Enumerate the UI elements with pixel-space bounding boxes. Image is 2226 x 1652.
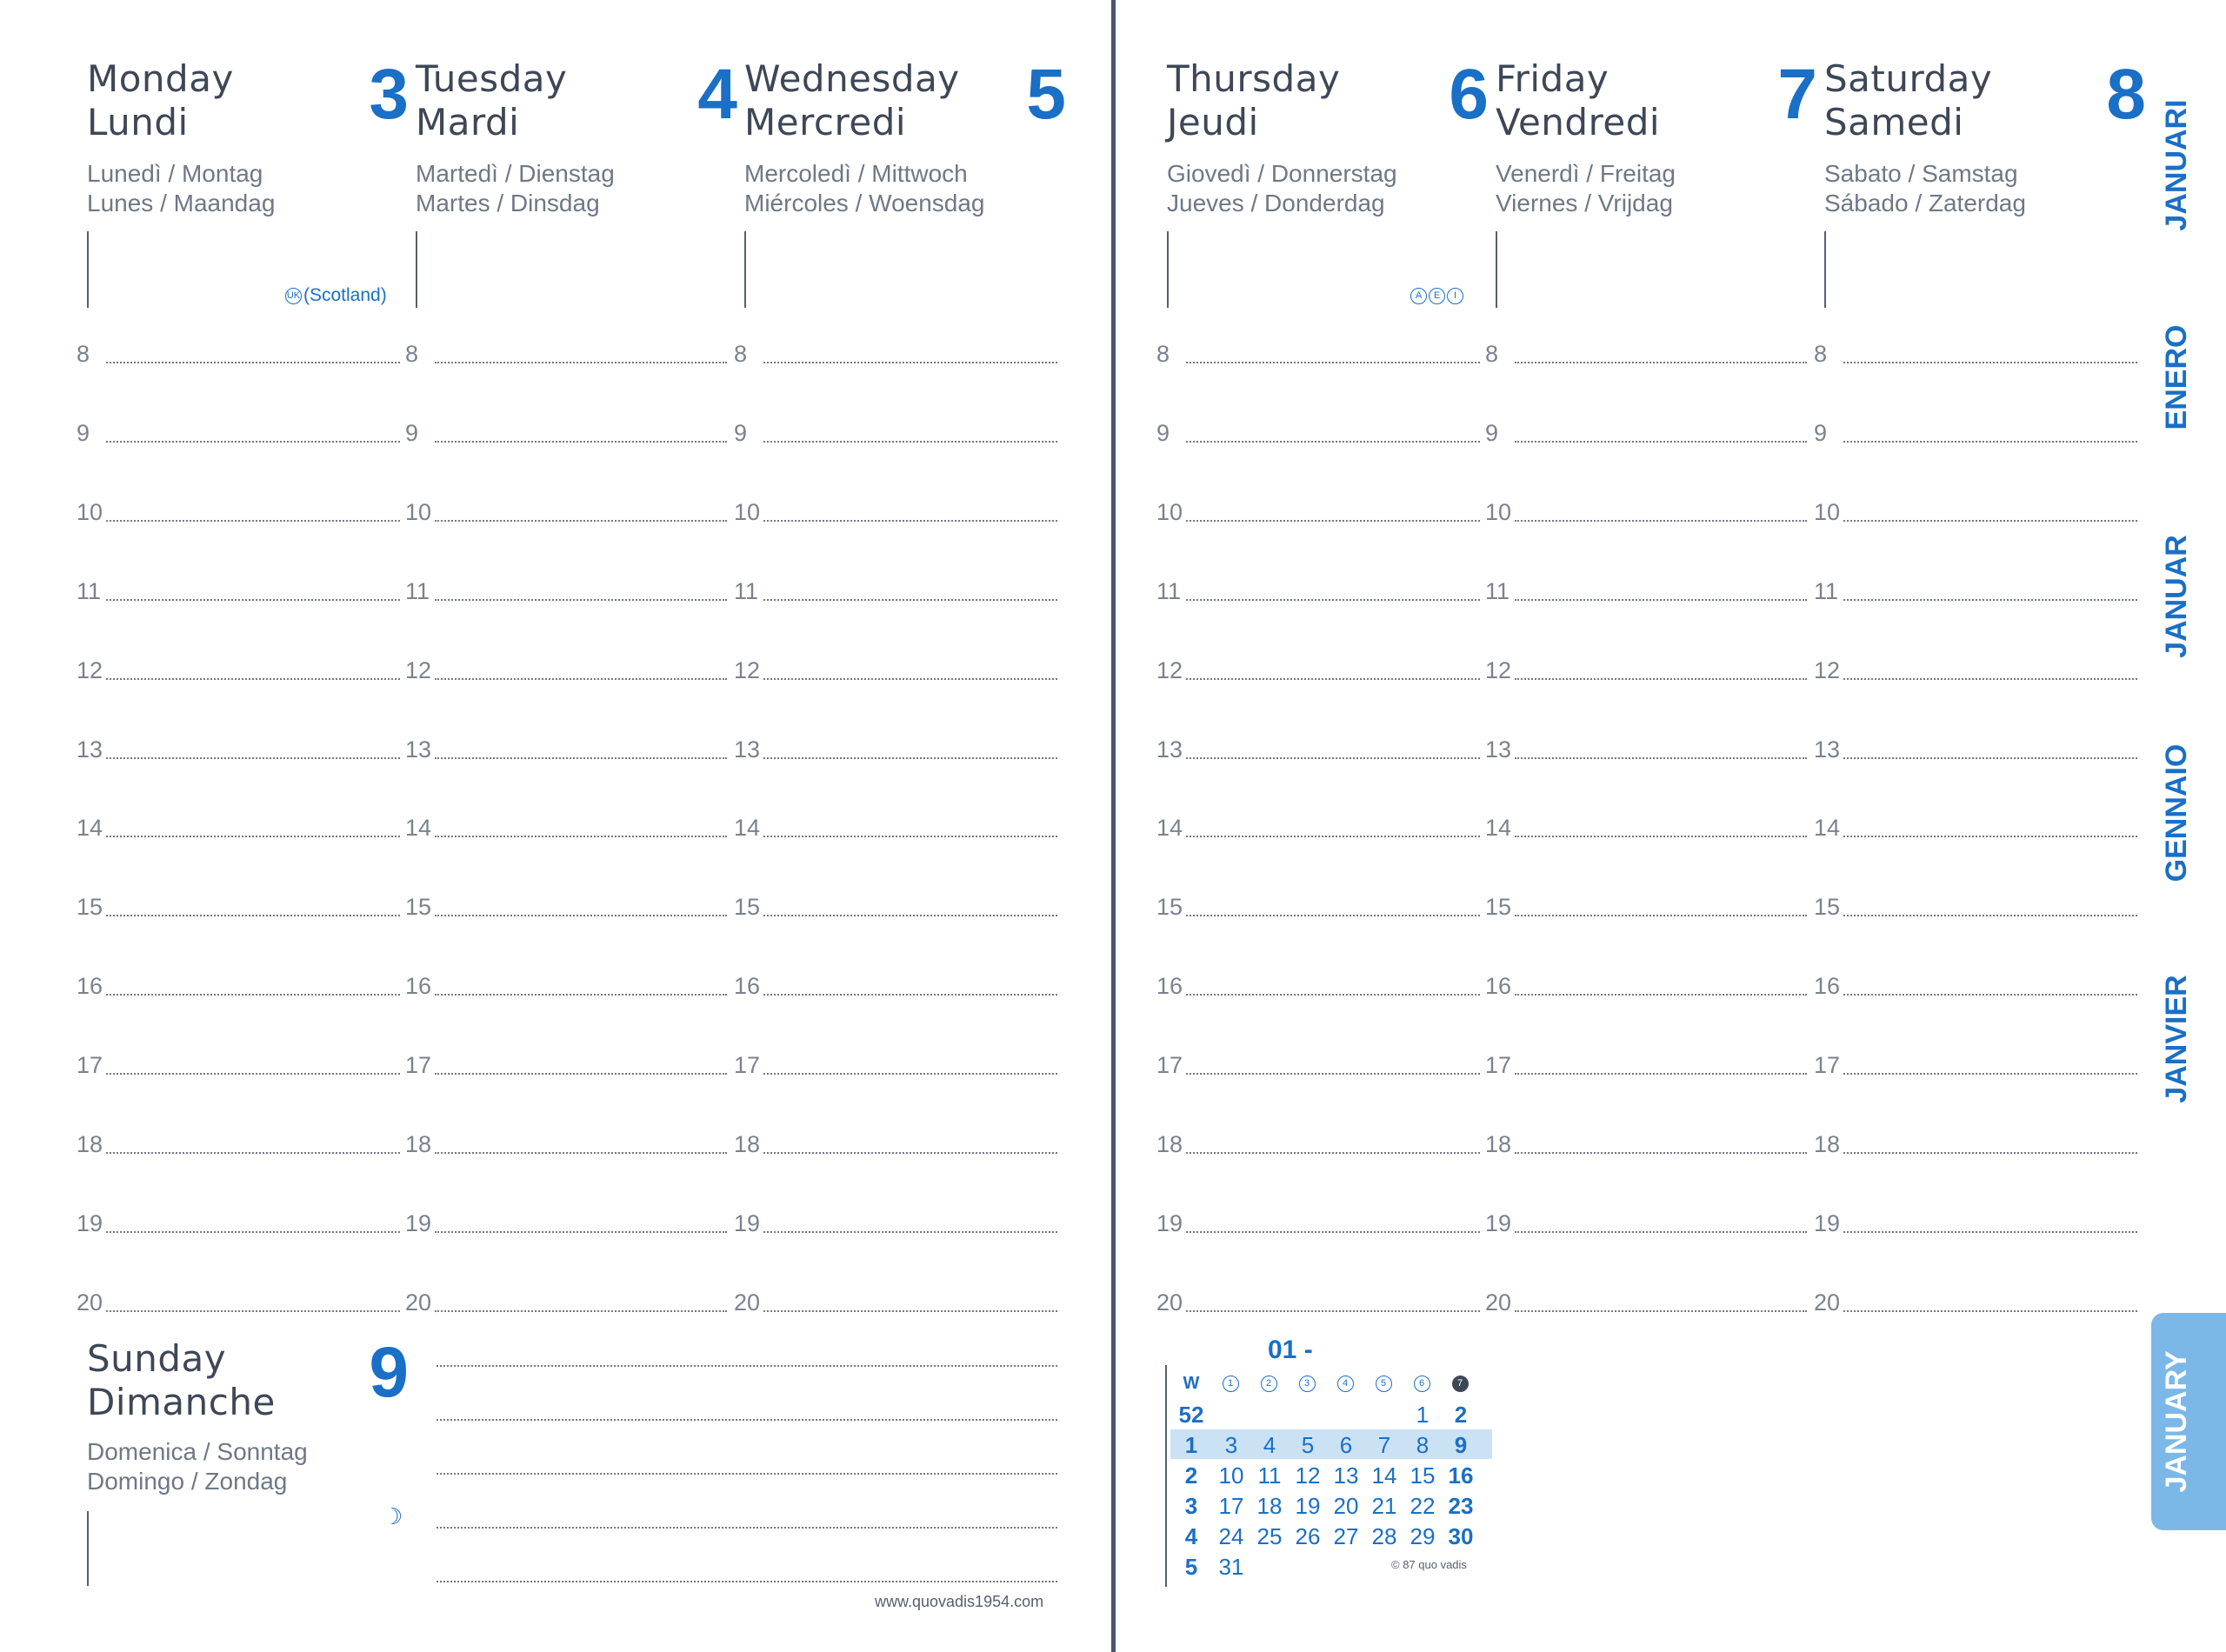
- hour-label: 14: [1156, 815, 1183, 842]
- hour-line[interactable]: [763, 599, 1057, 601]
- hour-line[interactable]: [1186, 1073, 1480, 1075]
- weekday-circle: 3: [1299, 1376, 1316, 1392]
- hour-line[interactable]: [106, 362, 400, 363]
- day-number: 7: [1777, 55, 1817, 134]
- hour-label: 9: [1156, 419, 1170, 446]
- day-name-es-nl: Domingo / Zondag: [87, 1468, 288, 1495]
- hour-line[interactable]: [1186, 520, 1480, 522]
- hour-line[interactable]: [763, 678, 1057, 680]
- month-tab-januar[interactable]: JANUAR: [2160, 535, 2193, 658]
- hour-line[interactable]: [1843, 1310, 2137, 1312]
- month-tab-enero[interactable]: ENERO: [2160, 324, 2193, 430]
- hour-line[interactable]: [1843, 1231, 2137, 1233]
- hour-line[interactable]: [106, 915, 400, 916]
- hour-label: 8: [734, 341, 748, 367]
- hour-line[interactable]: [435, 1152, 727, 1154]
- hour-line[interactable]: [1843, 915, 2137, 916]
- hour-label: 8: [1814, 341, 1828, 367]
- hour-line[interactable]: [1515, 915, 1807, 916]
- country-badge: E: [1429, 288, 1445, 304]
- hour-label: 10: [1485, 498, 1512, 525]
- day-name-fr: Mardi: [416, 101, 520, 143]
- hour-line[interactable]: [435, 836, 727, 837]
- day-name-en: Sunday: [87, 1337, 227, 1380]
- hour-line[interactable]: [763, 1152, 1057, 1154]
- mini-calendar-day[interactable]: 8: [1416, 1432, 1430, 1458]
- mini-calendar-day[interactable]: 1: [1416, 1402, 1430, 1428]
- hour-label: 19: [1156, 1209, 1183, 1236]
- hour-label: 13: [1156, 736, 1183, 763]
- day-name-fr: Lundi: [87, 101, 189, 143]
- hour-label: 17: [1156, 1052, 1183, 1079]
- hour-label: 19: [77, 1209, 103, 1236]
- mini-calendar-day[interactable]: 3: [1224, 1432, 1238, 1458]
- hour-label: 13: [77, 736, 103, 763]
- hour-label: 11: [77, 577, 102, 604]
- hour-label: 11: [1156, 577, 1182, 604]
- note-line[interactable]: [437, 1419, 1057, 1421]
- hour-label: 18: [405, 1131, 432, 1157]
- hour-label: 20: [405, 1289, 432, 1316]
- day-divider: [87, 1511, 89, 1586]
- hour-label: 8: [405, 341, 419, 367]
- day-divider: [1167, 231, 1169, 308]
- hour-label: 15: [405, 894, 432, 921]
- mini-calendar-day[interactable]: 9: [1454, 1432, 1468, 1458]
- hour-label: 12: [1485, 656, 1512, 683]
- day-name-en: Tuesday: [416, 57, 568, 100]
- day-name-es-nl: Miércoles / Woensdag: [744, 190, 985, 216]
- mini-calendar-header: [1174, 1369, 1496, 1399]
- hour-line[interactable]: [435, 520, 727, 522]
- mini-calendar-day[interactable]: 2: [1454, 1402, 1468, 1428]
- hour-label: 12: [405, 656, 432, 683]
- hour-line[interactable]: [1186, 599, 1480, 601]
- month-tab-janvier[interactable]: JANVIER: [2160, 975, 2193, 1103]
- day-divider: [1496, 231, 1497, 308]
- hour-label: 13: [1485, 736, 1512, 763]
- mini-calendar-day[interactable]: 17: [1218, 1493, 1244, 1519]
- hour-line[interactable]: [1186, 441, 1480, 443]
- mini-calendar-day[interactable]: 20: [1333, 1493, 1359, 1519]
- mini-calendar-day[interactable]: 25: [1256, 1523, 1283, 1549]
- day-name-it-de: Mercoledì / Mittwoch: [744, 160, 968, 187]
- hour-line[interactable]: [1843, 520, 2137, 522]
- hour-line[interactable]: [1515, 1231, 1807, 1233]
- mini-calendar-day[interactable]: 10: [1218, 1462, 1244, 1489]
- holiday-badges: [1410, 285, 1465, 306]
- hour-line[interactable]: [106, 599, 400, 601]
- day-name-en: Friday: [1496, 57, 1610, 100]
- hour-label: 16: [734, 973, 761, 1000]
- mini-calendar-day[interactable]: 15: [1410, 1462, 1436, 1489]
- hour-line[interactable]: [435, 362, 727, 363]
- mini-calendar-day[interactable]: 18: [1256, 1493, 1283, 1519]
- mini-calendar-day[interactable]: 11: [1257, 1462, 1282, 1489]
- hour-line[interactable]: [1843, 994, 2137, 996]
- hour-line[interactable]: [763, 915, 1057, 916]
- day-name-it-de: Giovedì / Donnerstag: [1167, 160, 1397, 187]
- hour-line[interactable]: [1515, 1073, 1807, 1075]
- hour-label: 14: [734, 815, 761, 842]
- hour-label: 15: [734, 894, 761, 921]
- month-tab-gennaio[interactable]: GENNAIO: [2160, 743, 2193, 883]
- hour-label: 13: [734, 736, 761, 763]
- hour-label: 19: [405, 1209, 432, 1236]
- book-spine: [1111, 0, 1116, 1652]
- hour-label: 10: [77, 498, 103, 525]
- hour-label: 18: [1485, 1131, 1512, 1157]
- hour-label: 8: [1485, 341, 1499, 367]
- hour-label: 16: [1814, 973, 1841, 1000]
- hour-line[interactable]: [1515, 678, 1807, 680]
- weekday-marker: [1250, 1369, 1289, 1399]
- hour-line[interactable]: [1515, 994, 1807, 996]
- mini-calendar-day[interactable]: 7: [1377, 1432, 1391, 1458]
- weekday-marker: [1442, 1369, 1480, 1399]
- hour-label: 12: [1156, 656, 1183, 683]
- hour-line[interactable]: [763, 362, 1057, 363]
- weekday-circle: 4: [1337, 1376, 1354, 1392]
- hour-line[interactable]: [1515, 836, 1807, 837]
- mini-calendar-week-row: [1174, 1461, 1496, 1491]
- day-name-en: Thursday: [1167, 57, 1341, 100]
- week-column-label: W: [1183, 1374, 1200, 1393]
- hour-line[interactable]: [1186, 915, 1480, 916]
- country-badge: I: [1447, 288, 1463, 304]
- hour-label: 15: [1156, 894, 1183, 921]
- hour-label: 15: [1814, 894, 1841, 921]
- mini-calendar-week-row: [1174, 1400, 1496, 1430]
- day-name-es-nl: Viernes / Vrijdag: [1496, 190, 1673, 216]
- hour-line[interactable]: [435, 1073, 727, 1075]
- hour-line[interactable]: [1843, 362, 2137, 363]
- day-name-it-de: Venerdì / Freitag: [1496, 160, 1676, 187]
- hour-line[interactable]: [763, 994, 1057, 996]
- mini-calendar-divider: [1165, 1365, 1167, 1587]
- hour-line[interactable]: [106, 836, 400, 837]
- day-divider: [1824, 231, 1826, 308]
- hour-line[interactable]: [435, 1310, 727, 1312]
- day-number: 6: [1449, 55, 1489, 134]
- hour-line[interactable]: [106, 757, 400, 759]
- week-number: 2: [1184, 1462, 1198, 1489]
- hour-line[interactable]: [1515, 757, 1807, 759]
- hour-label: 20: [1485, 1289, 1512, 1316]
- hour-line[interactable]: [106, 1310, 400, 1312]
- day-number: 9: [369, 1333, 409, 1412]
- hour-label: 19: [1814, 1209, 1841, 1236]
- hour-label: 14: [405, 815, 432, 842]
- day-name-fr: Samedi: [1824, 101, 1964, 143]
- week-number: 4: [1184, 1523, 1198, 1549]
- hour-line[interactable]: [435, 441, 727, 443]
- hour-line[interactable]: [106, 994, 400, 996]
- mini-calendar-day[interactable]: 12: [1295, 1462, 1321, 1489]
- day-name-en: Wednesday: [744, 57, 960, 100]
- hour-label: 9: [1485, 419, 1499, 446]
- weekday-circle: 5: [1376, 1376, 1392, 1392]
- hour-label: 20: [1814, 1289, 1841, 1316]
- mini-calendar-day[interactable]: 26: [1295, 1523, 1321, 1549]
- hour-line[interactable]: [106, 1073, 400, 1075]
- hour-label: 14: [1485, 815, 1512, 842]
- mini-calendar-day[interactable]: 29: [1410, 1523, 1436, 1549]
- mini-calendar-day[interactable]: 28: [1371, 1523, 1397, 1549]
- hour-line[interactable]: [106, 520, 400, 522]
- month-tab-januari[interactable]: JANUARI: [2160, 99, 2193, 231]
- week-number: 1: [1184, 1432, 1198, 1458]
- hour-line[interactable]: [435, 678, 727, 680]
- country-badge: A: [1410, 288, 1427, 304]
- hour-line[interactable]: [1843, 1152, 2137, 1154]
- day-name-es-nl: Jueves / Donderdag: [1167, 190, 1385, 216]
- day-number: 4: [697, 55, 737, 134]
- hour-label: 10: [1156, 498, 1183, 525]
- hour-label: 11: [405, 577, 430, 604]
- hour-label: 18: [734, 1131, 761, 1157]
- hour-line[interactable]: [1186, 757, 1480, 759]
- mini-calendar-day[interactable]: 30: [1448, 1523, 1474, 1549]
- hour-line[interactable]: [106, 1152, 400, 1154]
- mini-calendar: [1165, 1330, 1496, 1591]
- hour-label: 13: [1814, 736, 1841, 763]
- hour-line[interactable]: [435, 994, 727, 996]
- hour-line[interactable]: [763, 1310, 1057, 1312]
- hour-label: 10: [734, 498, 761, 525]
- hour-line[interactable]: [763, 1073, 1057, 1075]
- hour-line[interactable]: [106, 678, 400, 680]
- note-line[interactable]: [437, 1527, 1057, 1529]
- hour-line[interactable]: [1843, 441, 2137, 443]
- hour-label: 9: [734, 419, 748, 446]
- note-line[interactable]: [437, 1581, 1057, 1582]
- day-number: 8: [2106, 55, 2146, 134]
- hour-line[interactable]: [1186, 1152, 1480, 1154]
- hour-label: 10: [405, 498, 432, 525]
- hour-line[interactable]: [1843, 599, 2137, 601]
- hour-line[interactable]: [435, 915, 727, 916]
- hour-label: 19: [734, 1209, 761, 1236]
- hour-label: 17: [1485, 1052, 1512, 1079]
- mini-calendar-day[interactable]: 21: [1371, 1493, 1397, 1519]
- hour-label: 17: [734, 1052, 761, 1079]
- mini-calendar-day[interactable]: 16: [1448, 1462, 1474, 1489]
- mini-calendar-day[interactable]: 23: [1448, 1493, 1474, 1519]
- day-name-es-nl: Sábado / Zaterdag: [1824, 190, 2026, 216]
- website-url[interactable]: www.quovadis1954.com: [875, 1593, 1044, 1610]
- hour-label: 18: [77, 1131, 103, 1157]
- holiday-region: (Scotland): [303, 285, 387, 305]
- hour-label: 19: [1485, 1209, 1512, 1236]
- hour-label: 10: [1814, 498, 1841, 525]
- hour-line[interactable]: [763, 757, 1057, 759]
- weekday-circle: 6: [1414, 1376, 1430, 1392]
- day-name-es-nl: Martes / Dinsdag: [416, 190, 600, 216]
- hour-label: 20: [734, 1289, 761, 1316]
- mini-calendar-day[interactable]: 4: [1263, 1432, 1276, 1458]
- hour-line[interactable]: [763, 1231, 1057, 1233]
- hour-label: 17: [405, 1052, 432, 1079]
- day-name-en: Saturday: [1824, 57, 1993, 100]
- hour-line[interactable]: [435, 757, 727, 759]
- hour-label: 15: [77, 894, 103, 921]
- hour-label: 9: [1814, 419, 1828, 446]
- mini-calendar-week-row: [1174, 1430, 1496, 1461]
- hour-label: 14: [77, 815, 103, 842]
- hour-label: 11: [1485, 577, 1510, 604]
- hour-label: 16: [77, 973, 103, 1000]
- day-number: 3: [369, 55, 409, 134]
- hour-line[interactable]: [1843, 836, 2137, 837]
- month-tab-january[interactable]: JANUARY: [2160, 1350, 2193, 1493]
- hour-label: 9: [77, 419, 90, 446]
- mini-calendar-day[interactable]: 13: [1333, 1462, 1359, 1489]
- hour-label: 16: [405, 973, 432, 1000]
- day-name-en: Monday: [87, 57, 234, 100]
- day-name-fr: Mercredi: [744, 101, 907, 143]
- hour-line[interactable]: [1843, 1073, 2137, 1075]
- hour-label: 12: [734, 656, 761, 683]
- hour-label: 17: [1814, 1052, 1841, 1079]
- mini-calendar-day[interactable]: 19: [1295, 1493, 1321, 1519]
- hour-line[interactable]: [1186, 1231, 1480, 1233]
- day-divider: [416, 231, 417, 308]
- country-badge-uk: UK: [285, 288, 302, 304]
- day-name-fr: Dimanche: [87, 1381, 276, 1423]
- weekday-marker: [1289, 1369, 1327, 1399]
- mini-calendar-week-row: [1174, 1522, 1496, 1552]
- day-name-it-de: Martedì / Dienstag: [416, 160, 615, 187]
- hour-line[interactable]: [1515, 441, 1807, 443]
- note-line[interactable]: [437, 1365, 1057, 1367]
- note-line[interactable]: [437, 1473, 1057, 1475]
- hour-label: 13: [405, 736, 432, 763]
- hour-label: 18: [1814, 1131, 1841, 1157]
- weekday-marker: [1365, 1369, 1403, 1399]
- hour-line[interactable]: [1186, 1310, 1480, 1312]
- hour-line[interactable]: [1515, 362, 1807, 363]
- hour-label: 12: [1814, 656, 1841, 683]
- hour-label: 8: [1156, 341, 1170, 367]
- day-name-it-de: Domenica / Sonntag: [87, 1438, 308, 1465]
- hour-label: 14: [1814, 815, 1841, 842]
- hour-label: 11: [734, 577, 759, 604]
- hour-line[interactable]: [1843, 678, 2137, 680]
- hour-label: 17: [77, 1052, 103, 1079]
- hour-label: 18: [1156, 1131, 1183, 1157]
- hour-line[interactable]: [1515, 1152, 1807, 1154]
- weekday-circle: 7: [1452, 1376, 1469, 1392]
- weekday-marker: [1403, 1369, 1442, 1399]
- hour-label: 20: [1156, 1289, 1183, 1316]
- mini-calendar-title: 01 -: [1268, 1336, 1313, 1364]
- hour-label: 11: [1814, 577, 1839, 604]
- hour-line[interactable]: [1515, 520, 1807, 522]
- hour-line[interactable]: [1186, 678, 1480, 680]
- week-number: 52: [1178, 1402, 1204, 1428]
- mini-calendar-day[interactable]: 24: [1218, 1523, 1244, 1549]
- weekday-marker: [1327, 1369, 1365, 1399]
- moon-phase-icon: ☽: [383, 1504, 403, 1530]
- hour-line[interactable]: [106, 441, 400, 443]
- day-divider: [744, 231, 746, 308]
- weekday-marker: [1212, 1369, 1250, 1399]
- day-divider: [87, 231, 89, 308]
- mini-calendar-day[interactable]: 31: [1218, 1554, 1244, 1580]
- weekday-circle: 1: [1223, 1376, 1239, 1392]
- hour-line[interactable]: [763, 836, 1057, 837]
- mini-calendar-day[interactable]: 27: [1333, 1523, 1359, 1549]
- day-name-it-de: Sabato / Samstag: [1824, 160, 2018, 187]
- hour-line[interactable]: [435, 1231, 727, 1233]
- hour-label: 16: [1485, 973, 1512, 1000]
- hour-line[interactable]: [435, 599, 727, 601]
- hour-line[interactable]: [1186, 362, 1480, 363]
- hour-label: 16: [1156, 973, 1183, 1000]
- hour-label: 20: [77, 1289, 103, 1316]
- mini-calendar-day[interactable]: 6: [1339, 1432, 1353, 1458]
- day-name-es-nl: Lunes / Maandag: [87, 190, 276, 216]
- mini-calendar-day[interactable]: 5: [1301, 1432, 1315, 1458]
- hour-line[interactable]: [1515, 599, 1807, 601]
- mini-calendar-day[interactable]: 22: [1410, 1493, 1436, 1519]
- hour-line[interactable]: [1186, 836, 1480, 837]
- hour-label: 8: [77, 341, 90, 367]
- hour-line[interactable]: [1186, 994, 1480, 996]
- day-name-fr: Vendredi: [1496, 101, 1661, 143]
- hour-line[interactable]: [106, 1231, 400, 1233]
- day-name-it-de: Lunedì / Montag: [87, 160, 263, 187]
- day-name-fr: Jeudi: [1167, 101, 1259, 143]
- day-number: 5: [1026, 55, 1066, 134]
- mini-calendar-week-row: [1174, 1491, 1496, 1522]
- hour-line[interactable]: [763, 441, 1057, 443]
- weekday-circle: 2: [1261, 1376, 1277, 1392]
- hour-label: 15: [1485, 894, 1512, 921]
- week-number: 3: [1184, 1493, 1198, 1519]
- hour-line[interactable]: [1515, 1310, 1807, 1312]
- hour-line[interactable]: [1843, 757, 2137, 759]
- hour-label: 12: [77, 656, 103, 683]
- copyright-text: © 87 quo vadis: [1391, 1558, 1467, 1571]
- hour-line[interactable]: [763, 520, 1057, 522]
- hour-label: 9: [405, 419, 419, 446]
- holiday-note: [285, 285, 387, 306]
- mini-calendar-day[interactable]: 14: [1371, 1462, 1397, 1489]
- week-number: 5: [1184, 1554, 1198, 1580]
